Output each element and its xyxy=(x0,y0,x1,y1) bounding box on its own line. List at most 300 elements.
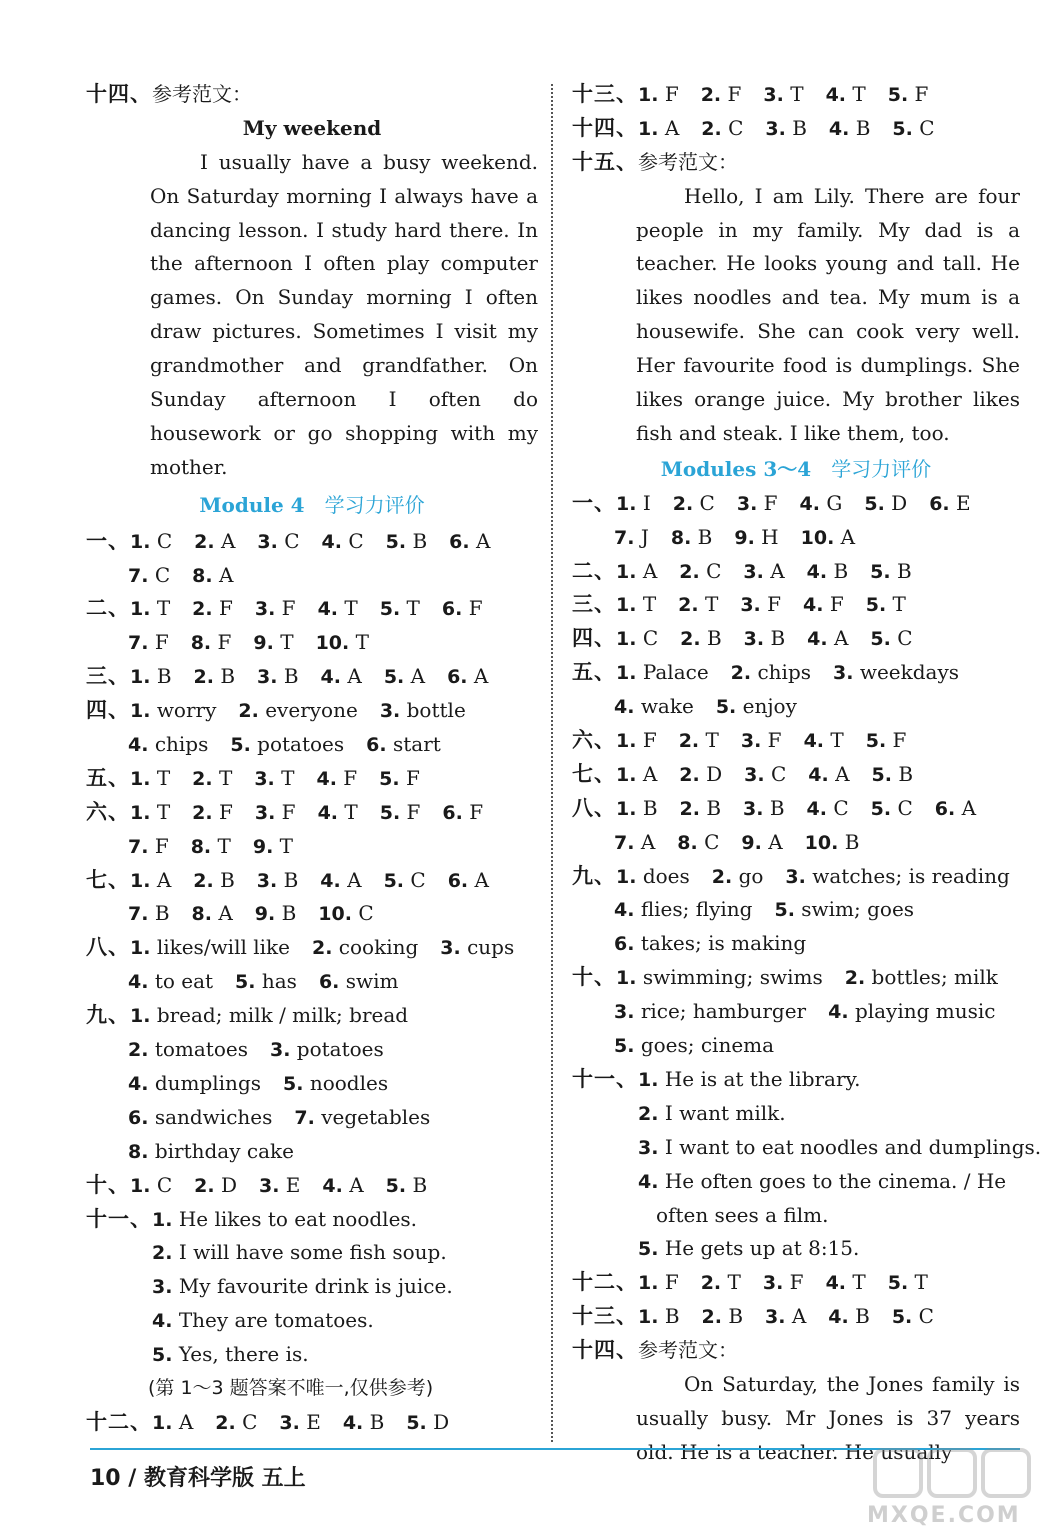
answer-row xyxy=(86,559,538,593)
answer-row xyxy=(572,724,1020,758)
answer-value: A xyxy=(473,664,489,689)
answer-item xyxy=(318,592,358,627)
section-label: 十三、 xyxy=(572,1304,638,1329)
essay-title: My weekend xyxy=(242,115,382,140)
essay-line: likes orange juice. My brother likes xyxy=(636,387,1020,412)
answer-value: B xyxy=(664,1304,680,1329)
answer-number: 5. xyxy=(235,971,256,994)
answer-item xyxy=(257,525,299,560)
answer-value: rice; hamburger xyxy=(640,999,807,1024)
answer-number: 1. xyxy=(616,594,637,617)
answer-value: T xyxy=(892,592,906,617)
answer-row xyxy=(86,592,538,626)
answer-value: T xyxy=(281,765,295,790)
answer-item xyxy=(322,1169,363,1204)
answer-number: 10. xyxy=(800,526,835,549)
answer-value: B xyxy=(642,795,658,820)
answer-item xyxy=(616,622,658,657)
answer-value: B xyxy=(697,524,713,549)
answer-item xyxy=(638,1232,859,1267)
answer-item xyxy=(702,1300,744,1335)
answer-value: E xyxy=(285,1172,301,1197)
essay-body xyxy=(86,146,538,485)
answer-number: 8. xyxy=(191,903,212,926)
answer-value: T xyxy=(406,596,420,621)
watermark-icon xyxy=(867,1444,1037,1504)
answer-item xyxy=(712,860,764,895)
answer-row xyxy=(572,792,1020,826)
answer-row xyxy=(572,521,1020,555)
answer-item xyxy=(744,622,786,657)
answer-item xyxy=(321,660,362,695)
answer-value: T xyxy=(704,592,719,617)
answer-number: 4. xyxy=(128,1072,149,1095)
answer-number: 7. xyxy=(128,564,149,587)
answer-item xyxy=(829,112,871,147)
answer-value: F xyxy=(642,728,657,753)
answer-item xyxy=(318,796,358,831)
answer-item xyxy=(130,999,408,1034)
answer-number: 6. xyxy=(441,598,463,621)
answer-item xyxy=(253,626,293,661)
answer-item xyxy=(194,525,235,560)
answer-item xyxy=(191,626,232,661)
essay-line: games. On Sunday morning I often xyxy=(150,285,538,310)
answer-item xyxy=(257,660,299,695)
answer-row xyxy=(86,864,538,898)
answer-item xyxy=(638,1266,679,1301)
answer-item xyxy=(864,487,907,522)
answer-item xyxy=(130,1169,172,1204)
answer-item xyxy=(804,724,844,759)
answer-item xyxy=(194,1169,237,1204)
answer-row xyxy=(572,860,1020,894)
answer-row xyxy=(572,78,1020,112)
answer-number: 6. xyxy=(449,530,470,553)
section-label: 二、 xyxy=(86,596,130,621)
answer-number: 4. xyxy=(316,767,337,790)
watermark-logo: MXQE.COM xyxy=(867,1444,1037,1528)
answer-item xyxy=(614,826,655,861)
answer-value: C xyxy=(156,528,173,553)
answer-number: 3. xyxy=(744,763,765,786)
answer-item xyxy=(673,487,715,522)
answer-item xyxy=(343,1406,385,1441)
answer-number: 1. xyxy=(616,492,637,515)
answer-item xyxy=(255,897,297,932)
answer-item xyxy=(679,724,719,759)
answer-item xyxy=(765,1300,806,1335)
answer-value: bread; milk / milk; bread xyxy=(156,1003,409,1028)
answer-item xyxy=(255,796,296,831)
section-label: 八、 xyxy=(572,795,616,820)
answer-item xyxy=(322,525,364,560)
answer-item xyxy=(701,112,743,147)
answer-value: F xyxy=(281,596,296,621)
essay-line: Sunday afternoon I often do xyxy=(150,387,538,412)
answer-value: A xyxy=(642,558,658,583)
answer-item xyxy=(215,1406,257,1441)
answer-item xyxy=(128,728,208,763)
answer-item xyxy=(442,592,483,627)
answer-value: C xyxy=(284,528,300,553)
answer-number: 1. xyxy=(130,1174,151,1197)
answer-value: H xyxy=(761,524,779,549)
answer-item xyxy=(872,758,914,793)
answer-number: 5. xyxy=(892,117,913,140)
answer-value: T xyxy=(790,82,804,106)
answer-value: Palace xyxy=(642,660,709,685)
module-title: Module 4 学习力评价 xyxy=(199,492,425,517)
answer-row xyxy=(86,660,538,694)
answer-number: 6. xyxy=(442,801,463,824)
left-column xyxy=(86,78,538,1440)
answer-value: F xyxy=(829,592,844,617)
answer-value: noodles xyxy=(309,1070,389,1095)
answer-row xyxy=(86,1304,538,1338)
answer-number: 5. xyxy=(385,530,407,553)
answer-number: 3. xyxy=(785,865,806,888)
answer-value: worry xyxy=(156,698,217,723)
answer-value: B xyxy=(412,528,428,553)
answer-item xyxy=(294,1101,430,1136)
essay-body xyxy=(572,180,1020,451)
answer-item xyxy=(270,1033,384,1068)
essay-line: draw pictures. Sometimes I visit my xyxy=(150,319,538,344)
answer-value: B xyxy=(283,664,299,689)
answer-value: F xyxy=(406,799,421,824)
section-label: 十一、 xyxy=(86,1206,152,1231)
answer-value: C xyxy=(833,795,849,820)
answer-number: 5. xyxy=(283,1072,304,1095)
answer-number: 1. xyxy=(616,763,637,786)
answer-value: A xyxy=(833,626,849,651)
answer-value: has xyxy=(261,969,297,994)
answer-value: I xyxy=(642,490,651,515)
answer-item xyxy=(380,592,420,627)
answer-item xyxy=(230,728,344,763)
answer-value: B xyxy=(792,115,807,140)
answer-value: T xyxy=(217,833,231,858)
answer-number: 1. xyxy=(616,967,637,990)
answer-value: B xyxy=(833,558,849,583)
section-label: 一、 xyxy=(86,528,130,553)
answer-number: 5. xyxy=(638,1238,659,1261)
answer-item xyxy=(192,592,233,627)
essay-line: grandmother and grandfather. On xyxy=(150,353,538,378)
answer-item xyxy=(152,1406,193,1441)
answer-number: 5. xyxy=(152,1344,173,1367)
answer-value: B xyxy=(770,626,786,651)
answer-item xyxy=(238,694,357,729)
answer-value: C xyxy=(918,1304,934,1329)
answer-value: does xyxy=(642,863,690,888)
answer-number: 3. xyxy=(279,1411,300,1434)
answer-item xyxy=(888,78,929,113)
answer-item xyxy=(743,792,785,827)
answer-number: 6. xyxy=(929,492,950,515)
answer-value: B xyxy=(283,867,299,892)
answer-number: 2. xyxy=(192,801,213,824)
answer-item xyxy=(128,1101,272,1136)
answer-number: 9. xyxy=(252,835,274,858)
answer-number: 10. xyxy=(315,632,350,655)
answer-value: B xyxy=(769,795,785,820)
answer-number: 7. xyxy=(128,632,149,655)
answer-list-top xyxy=(572,78,1020,146)
answer-item xyxy=(870,622,912,657)
answer-item xyxy=(192,796,233,831)
answer-number: 8. xyxy=(190,632,212,655)
answer-item xyxy=(638,1300,680,1335)
answer-number: 1. xyxy=(616,560,637,583)
answer-item xyxy=(128,830,169,865)
answer-item xyxy=(845,961,998,996)
answer-item xyxy=(866,588,906,623)
answer-value: B xyxy=(281,901,297,926)
section-label: 五、 xyxy=(572,660,616,685)
answer-number: 6. xyxy=(447,869,469,892)
answer-value: A xyxy=(640,829,656,854)
essay-line: usually busy. Mr Jones is 37 years xyxy=(636,1405,1020,1430)
answer-number: 3. xyxy=(765,1306,786,1329)
answer-row xyxy=(572,1266,1020,1300)
answer-value: A xyxy=(178,1409,194,1434)
answer-number: 6. xyxy=(366,734,387,757)
answer-number: 2. xyxy=(700,84,722,106)
answer-number: 3. xyxy=(254,598,276,621)
answer-number: 5. xyxy=(385,1174,407,1197)
answer-number: 1. xyxy=(130,1005,151,1028)
section-label: 七、 xyxy=(86,867,130,892)
answer-item xyxy=(130,796,170,831)
answer-number: 2. xyxy=(192,598,213,621)
answer-item xyxy=(316,762,357,797)
answer-number: 2. xyxy=(672,492,694,515)
answer-number: 9. xyxy=(741,831,762,854)
answer-number: 7. xyxy=(128,835,149,858)
answer-number: 3. xyxy=(440,937,461,960)
essay-line: I usually have a busy weekend. xyxy=(200,149,538,174)
answer-number: 2. xyxy=(679,560,700,583)
answer-value: F xyxy=(218,596,233,621)
answer-number: 1. xyxy=(130,598,151,621)
answer-row xyxy=(572,1165,1020,1199)
answer-value: T xyxy=(727,1270,741,1295)
answer-number: 5. xyxy=(715,696,737,719)
answer-value: T xyxy=(642,592,657,617)
answer-item xyxy=(638,1063,861,1098)
answer-number: 5. xyxy=(383,666,405,689)
answer-number: 1. xyxy=(638,1272,659,1295)
answer-value: F xyxy=(154,630,169,655)
answer-number: 5. xyxy=(865,594,887,617)
answer-item xyxy=(677,826,719,861)
answer-number: 1. xyxy=(130,700,151,723)
answer-item xyxy=(384,864,426,899)
answer-value: wake xyxy=(640,694,694,719)
essay-line: people in my family. My dad is a xyxy=(636,217,1020,242)
answer-value: C xyxy=(242,1409,258,1434)
answer-value: T xyxy=(156,596,171,621)
answer-item xyxy=(255,592,296,627)
answer-item xyxy=(614,690,694,725)
answer-item xyxy=(384,660,425,695)
answer-value: T xyxy=(914,1270,928,1295)
essay-line: housewife. She can cook very well. xyxy=(636,319,1020,344)
answer-number: 4. xyxy=(322,1174,343,1197)
answer-value: weekdays xyxy=(859,660,960,685)
answer-number: 1. xyxy=(616,730,637,753)
answer-value: He often goes to the cinema. / He xyxy=(664,1168,1007,1193)
answer-row xyxy=(86,931,538,965)
answer-item xyxy=(320,864,361,899)
answer-value: enjoy xyxy=(742,694,797,719)
answer-number: 5. xyxy=(891,1306,913,1329)
answer-number: 3. xyxy=(736,492,758,515)
answer-item xyxy=(316,626,369,661)
answer-item xyxy=(741,724,782,759)
answer-number: 5. xyxy=(870,560,891,583)
answer-value: My favourite drink is juice. xyxy=(178,1274,453,1299)
answer-value: T xyxy=(830,728,844,753)
answer-item xyxy=(235,965,297,1000)
answer-value: cooking xyxy=(338,935,419,960)
answer-item xyxy=(741,826,782,861)
answer-number: 1. xyxy=(130,767,151,790)
answer-number: 2. xyxy=(701,1306,722,1329)
answer-number: 4. xyxy=(638,1170,659,1193)
answer-item xyxy=(152,1270,453,1305)
answer-value: E xyxy=(956,490,971,515)
answer-number: 1. xyxy=(616,797,637,820)
answer-value: swimming; swims xyxy=(642,965,823,990)
answer-row xyxy=(572,1131,1042,1165)
answer-number: 2. xyxy=(194,1174,215,1197)
answer-value: swim xyxy=(345,969,399,994)
answer-number: 4. xyxy=(320,869,341,892)
answer-number: 2. xyxy=(193,666,214,689)
answer-number: 5. xyxy=(379,767,400,790)
answer-number: 4. xyxy=(342,1411,364,1434)
answer-value: B xyxy=(855,1304,870,1329)
answer-value: T xyxy=(156,765,171,790)
answer-value: F xyxy=(789,1270,804,1295)
answer-value: E xyxy=(306,1409,321,1434)
answer-value: A xyxy=(347,664,362,689)
answer-item xyxy=(194,660,236,695)
answer-value: C xyxy=(897,795,913,820)
answer-row xyxy=(86,965,538,999)
answer-item xyxy=(671,521,713,556)
answer-value: B xyxy=(220,867,235,892)
answer-value: C xyxy=(706,558,722,583)
answer-item xyxy=(128,1135,294,1170)
answer-number: 3. xyxy=(833,662,854,685)
answer-item xyxy=(803,588,844,623)
answer-number: 8. xyxy=(670,526,692,549)
answer-value: watches; is reading xyxy=(812,863,1010,888)
answer-value: T xyxy=(344,596,358,621)
answer-number: 7. xyxy=(294,1106,315,1129)
answer-value: B xyxy=(728,1304,744,1329)
answer-number: 6. xyxy=(614,933,635,956)
answer-row xyxy=(86,626,538,660)
answer-item xyxy=(833,656,959,691)
answer-item xyxy=(128,1067,261,1102)
answer-item xyxy=(380,796,421,831)
answer-number: 4. xyxy=(806,560,828,583)
answer-value: A xyxy=(347,867,362,892)
essay-heading: 十五、参考范文： xyxy=(572,149,738,174)
answer-value: A xyxy=(768,829,783,854)
answer-value: They are tomatoes. xyxy=(178,1308,374,1333)
answer-number: 2. xyxy=(730,662,752,685)
answer-number: 4. xyxy=(614,899,635,922)
answer-item xyxy=(892,1300,934,1335)
answer-number: 1. xyxy=(130,530,151,553)
answer-item xyxy=(616,758,657,793)
answer-value: B xyxy=(154,901,170,926)
answer-item xyxy=(386,1169,428,1204)
answer-value: A xyxy=(840,524,856,549)
answer-number: 2. xyxy=(128,1039,149,1062)
answer-row xyxy=(86,1236,538,1270)
section-label: 十、 xyxy=(86,1172,130,1197)
answer-row xyxy=(86,1169,538,1203)
essay-line: dancing lesson. I study hard there. In xyxy=(150,217,538,242)
answer-number: 2. xyxy=(152,1242,173,1265)
answer-value: A xyxy=(218,562,234,587)
answer-item xyxy=(152,1304,374,1339)
section-label: 二、 xyxy=(572,558,616,583)
answer-number: 5. xyxy=(774,899,795,922)
answer-number: 3. xyxy=(254,801,276,824)
answer-item xyxy=(192,897,233,932)
answer-item xyxy=(616,656,709,691)
answer-value: F xyxy=(154,833,169,858)
answer-item xyxy=(737,487,778,522)
answer-number: 8. xyxy=(190,835,212,858)
answer-number: 2. xyxy=(638,1102,659,1125)
answer-value: F xyxy=(727,82,742,106)
answer-item xyxy=(128,559,170,594)
answer-item xyxy=(888,1266,928,1301)
answer-item xyxy=(638,78,679,113)
answer-value: vegetables xyxy=(321,1104,431,1129)
answer-row xyxy=(86,796,538,830)
answer-number: 3. xyxy=(743,560,764,583)
answer-item xyxy=(366,728,441,763)
answer-continuation: often sees a film. xyxy=(656,1202,829,1227)
answer-number: 4. xyxy=(614,696,635,719)
answer-item xyxy=(929,487,970,522)
answer-number: 9. xyxy=(253,632,274,655)
answer-number: 3. xyxy=(379,700,401,723)
answer-value: A xyxy=(220,528,236,553)
answer-number: 4. xyxy=(128,734,149,757)
answer-number: 2. xyxy=(678,594,699,617)
answer-number: 4. xyxy=(828,1001,849,1024)
answer-number: 2. xyxy=(700,1272,722,1295)
answer-number: 2. xyxy=(680,628,701,651)
section-label: 四、 xyxy=(572,626,616,651)
answer-number: 6. xyxy=(934,797,956,820)
answer-value: A xyxy=(770,558,785,583)
answer-number: 8. xyxy=(192,564,213,587)
answer-row xyxy=(572,961,1020,995)
answer-value: chips xyxy=(154,732,209,757)
